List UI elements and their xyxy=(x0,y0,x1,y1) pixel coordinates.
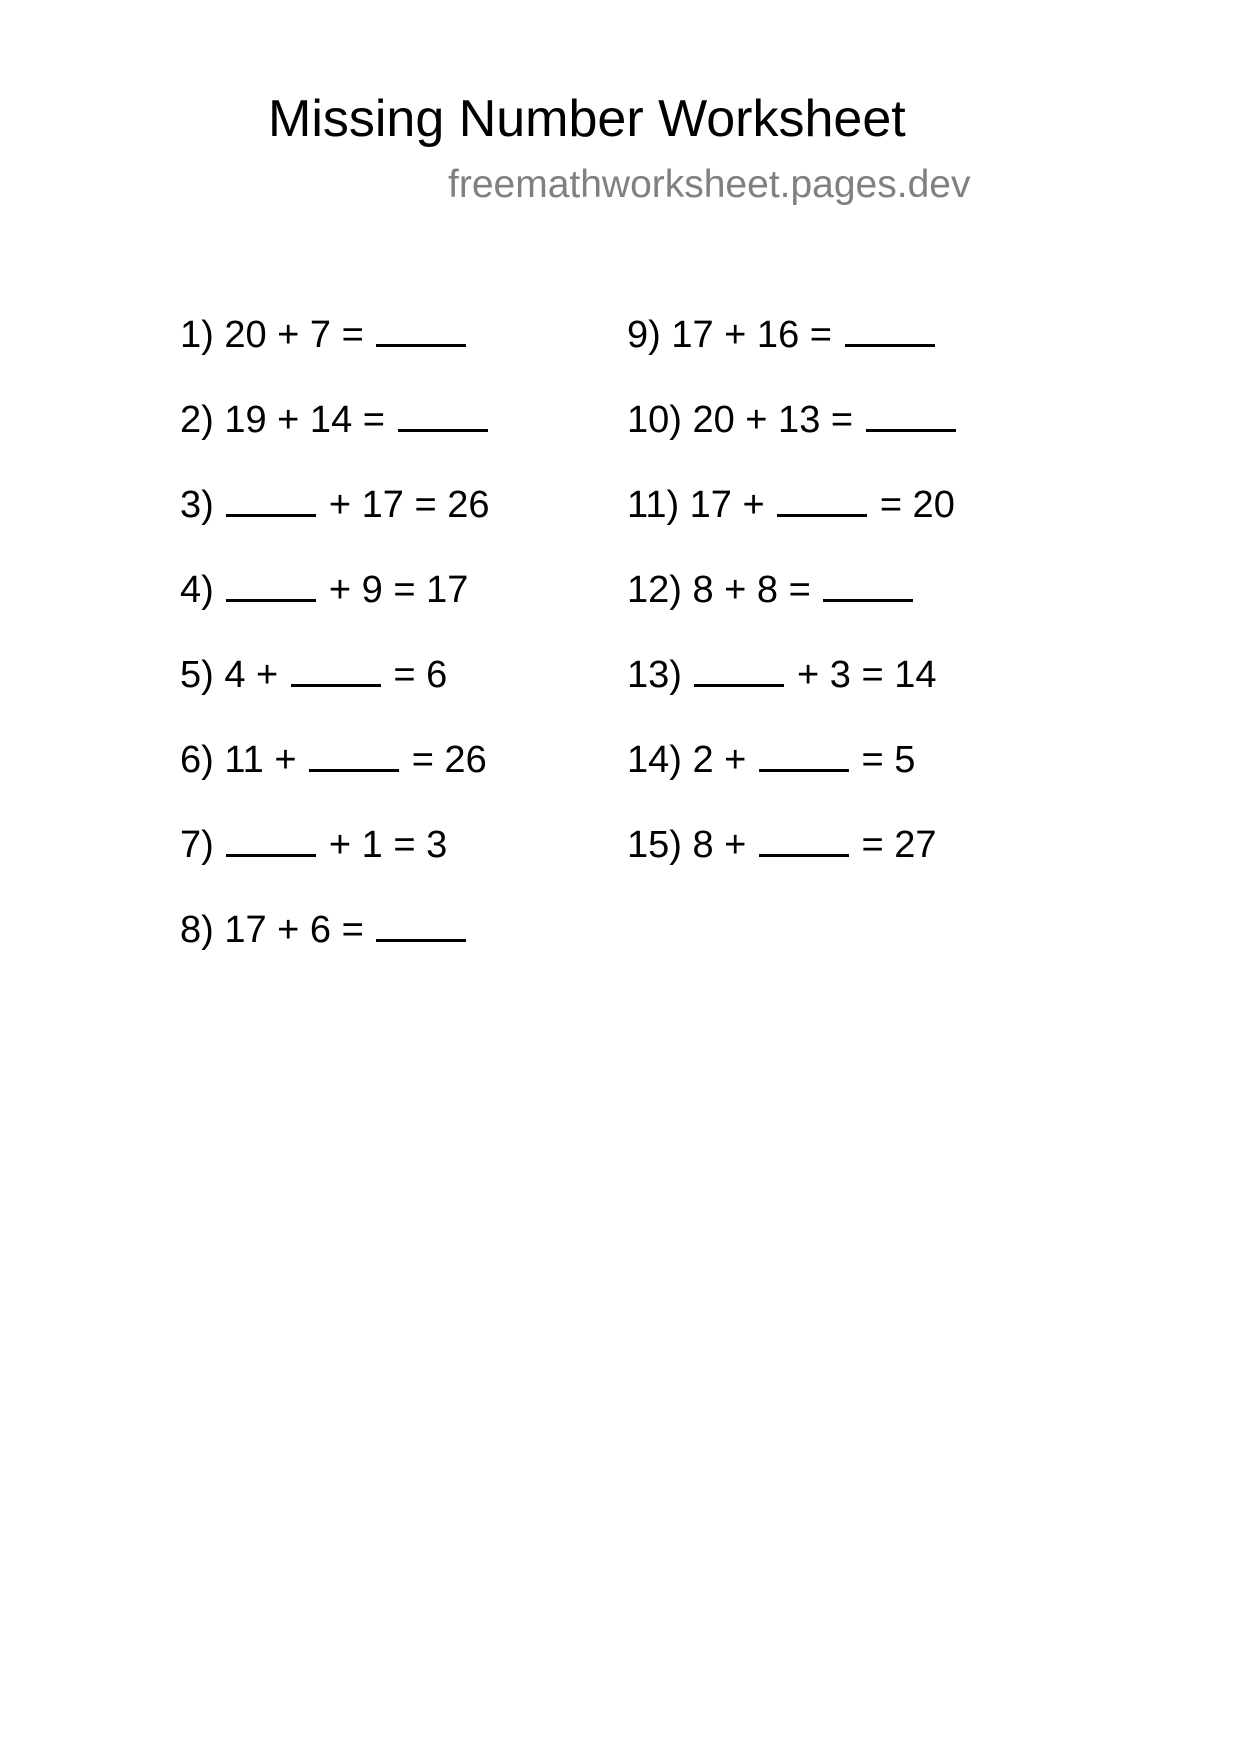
equation-text: 19 + 14 = xyxy=(224,399,396,441)
equation-text: + 9 = 17 xyxy=(328,569,469,611)
equation-text: 4 + xyxy=(224,654,289,696)
equation-text: 20 + 7 = xyxy=(224,314,375,356)
equation-text: = 20 xyxy=(879,484,955,526)
equation-text: + 17 = 26 xyxy=(328,484,490,526)
problem-number: 6) xyxy=(180,739,225,781)
problem-item xyxy=(180,820,447,870)
problem-item xyxy=(627,480,955,530)
problem-number: 5) xyxy=(180,654,225,696)
answer-blank[interactable] xyxy=(376,909,466,942)
answer-blank[interactable] xyxy=(226,824,316,857)
equation-text: 8 + xyxy=(692,824,757,866)
problem-number: 7) xyxy=(180,824,225,866)
equation-text: 2 + xyxy=(692,739,757,781)
equation-text: = 6 xyxy=(393,654,448,696)
problem-item xyxy=(627,395,958,445)
answer-blank[interactable] xyxy=(291,654,381,687)
equation-text: + 1 = 3 xyxy=(328,824,448,866)
answer-blank[interactable] xyxy=(398,399,488,432)
answer-blank[interactable] xyxy=(777,484,867,517)
answer-blank[interactable] xyxy=(694,654,784,687)
answer-blank[interactable] xyxy=(759,824,849,857)
equation-text: = 5 xyxy=(861,739,916,781)
equation-text: = 27 xyxy=(861,824,937,866)
equation-text: 17 + 6 = xyxy=(224,909,375,951)
equation-text: + 3 = 14 xyxy=(797,654,937,696)
problem-number: 4) xyxy=(180,569,225,611)
answer-blank[interactable] xyxy=(309,739,399,772)
equation-text: 17 + xyxy=(689,484,776,526)
equation-text: = 26 xyxy=(411,739,487,781)
problem-number: 14) xyxy=(627,739,693,781)
problem-item xyxy=(180,395,490,445)
problem-number: 13) xyxy=(627,654,693,696)
problem-number: 15) xyxy=(627,824,693,866)
answer-blank[interactable] xyxy=(823,569,913,602)
answer-blank[interactable] xyxy=(759,739,849,772)
problem-item xyxy=(627,310,937,360)
problem-number: 3) xyxy=(180,484,225,526)
problem-item xyxy=(180,650,447,700)
problem-item xyxy=(627,565,915,615)
problem-number: 12) xyxy=(627,569,693,611)
problem-item xyxy=(180,480,490,530)
problem-number: 1) xyxy=(180,314,225,356)
problem-item xyxy=(180,905,468,955)
problem-item xyxy=(627,735,915,785)
problem-item xyxy=(180,310,468,360)
problem-item xyxy=(627,650,937,700)
worksheet-source-url: freemathworksheet.pages.dev xyxy=(448,163,971,206)
problem-item xyxy=(180,735,487,785)
answer-blank[interactable] xyxy=(226,484,316,517)
equation-text: 8 + 8 = xyxy=(692,569,822,611)
problem-number: 8) xyxy=(180,909,225,951)
answer-blank[interactable] xyxy=(845,314,935,347)
problem-item xyxy=(627,820,937,870)
problem-number: 10) xyxy=(627,399,693,441)
problem-number: 2) xyxy=(180,399,225,441)
problem-number: 9) xyxy=(627,314,672,356)
answer-blank[interactable] xyxy=(866,399,956,432)
problem-number: 11) xyxy=(627,484,690,526)
answer-blank[interactable] xyxy=(376,314,466,347)
equation-text: 17 + 16 = xyxy=(671,314,843,356)
equation-text: 11 + xyxy=(224,739,308,781)
equation-text: 20 + 13 = xyxy=(692,399,864,441)
worksheet-title: Missing Number Worksheet xyxy=(268,90,906,148)
answer-blank[interactable] xyxy=(226,569,316,602)
problem-item xyxy=(180,565,468,615)
